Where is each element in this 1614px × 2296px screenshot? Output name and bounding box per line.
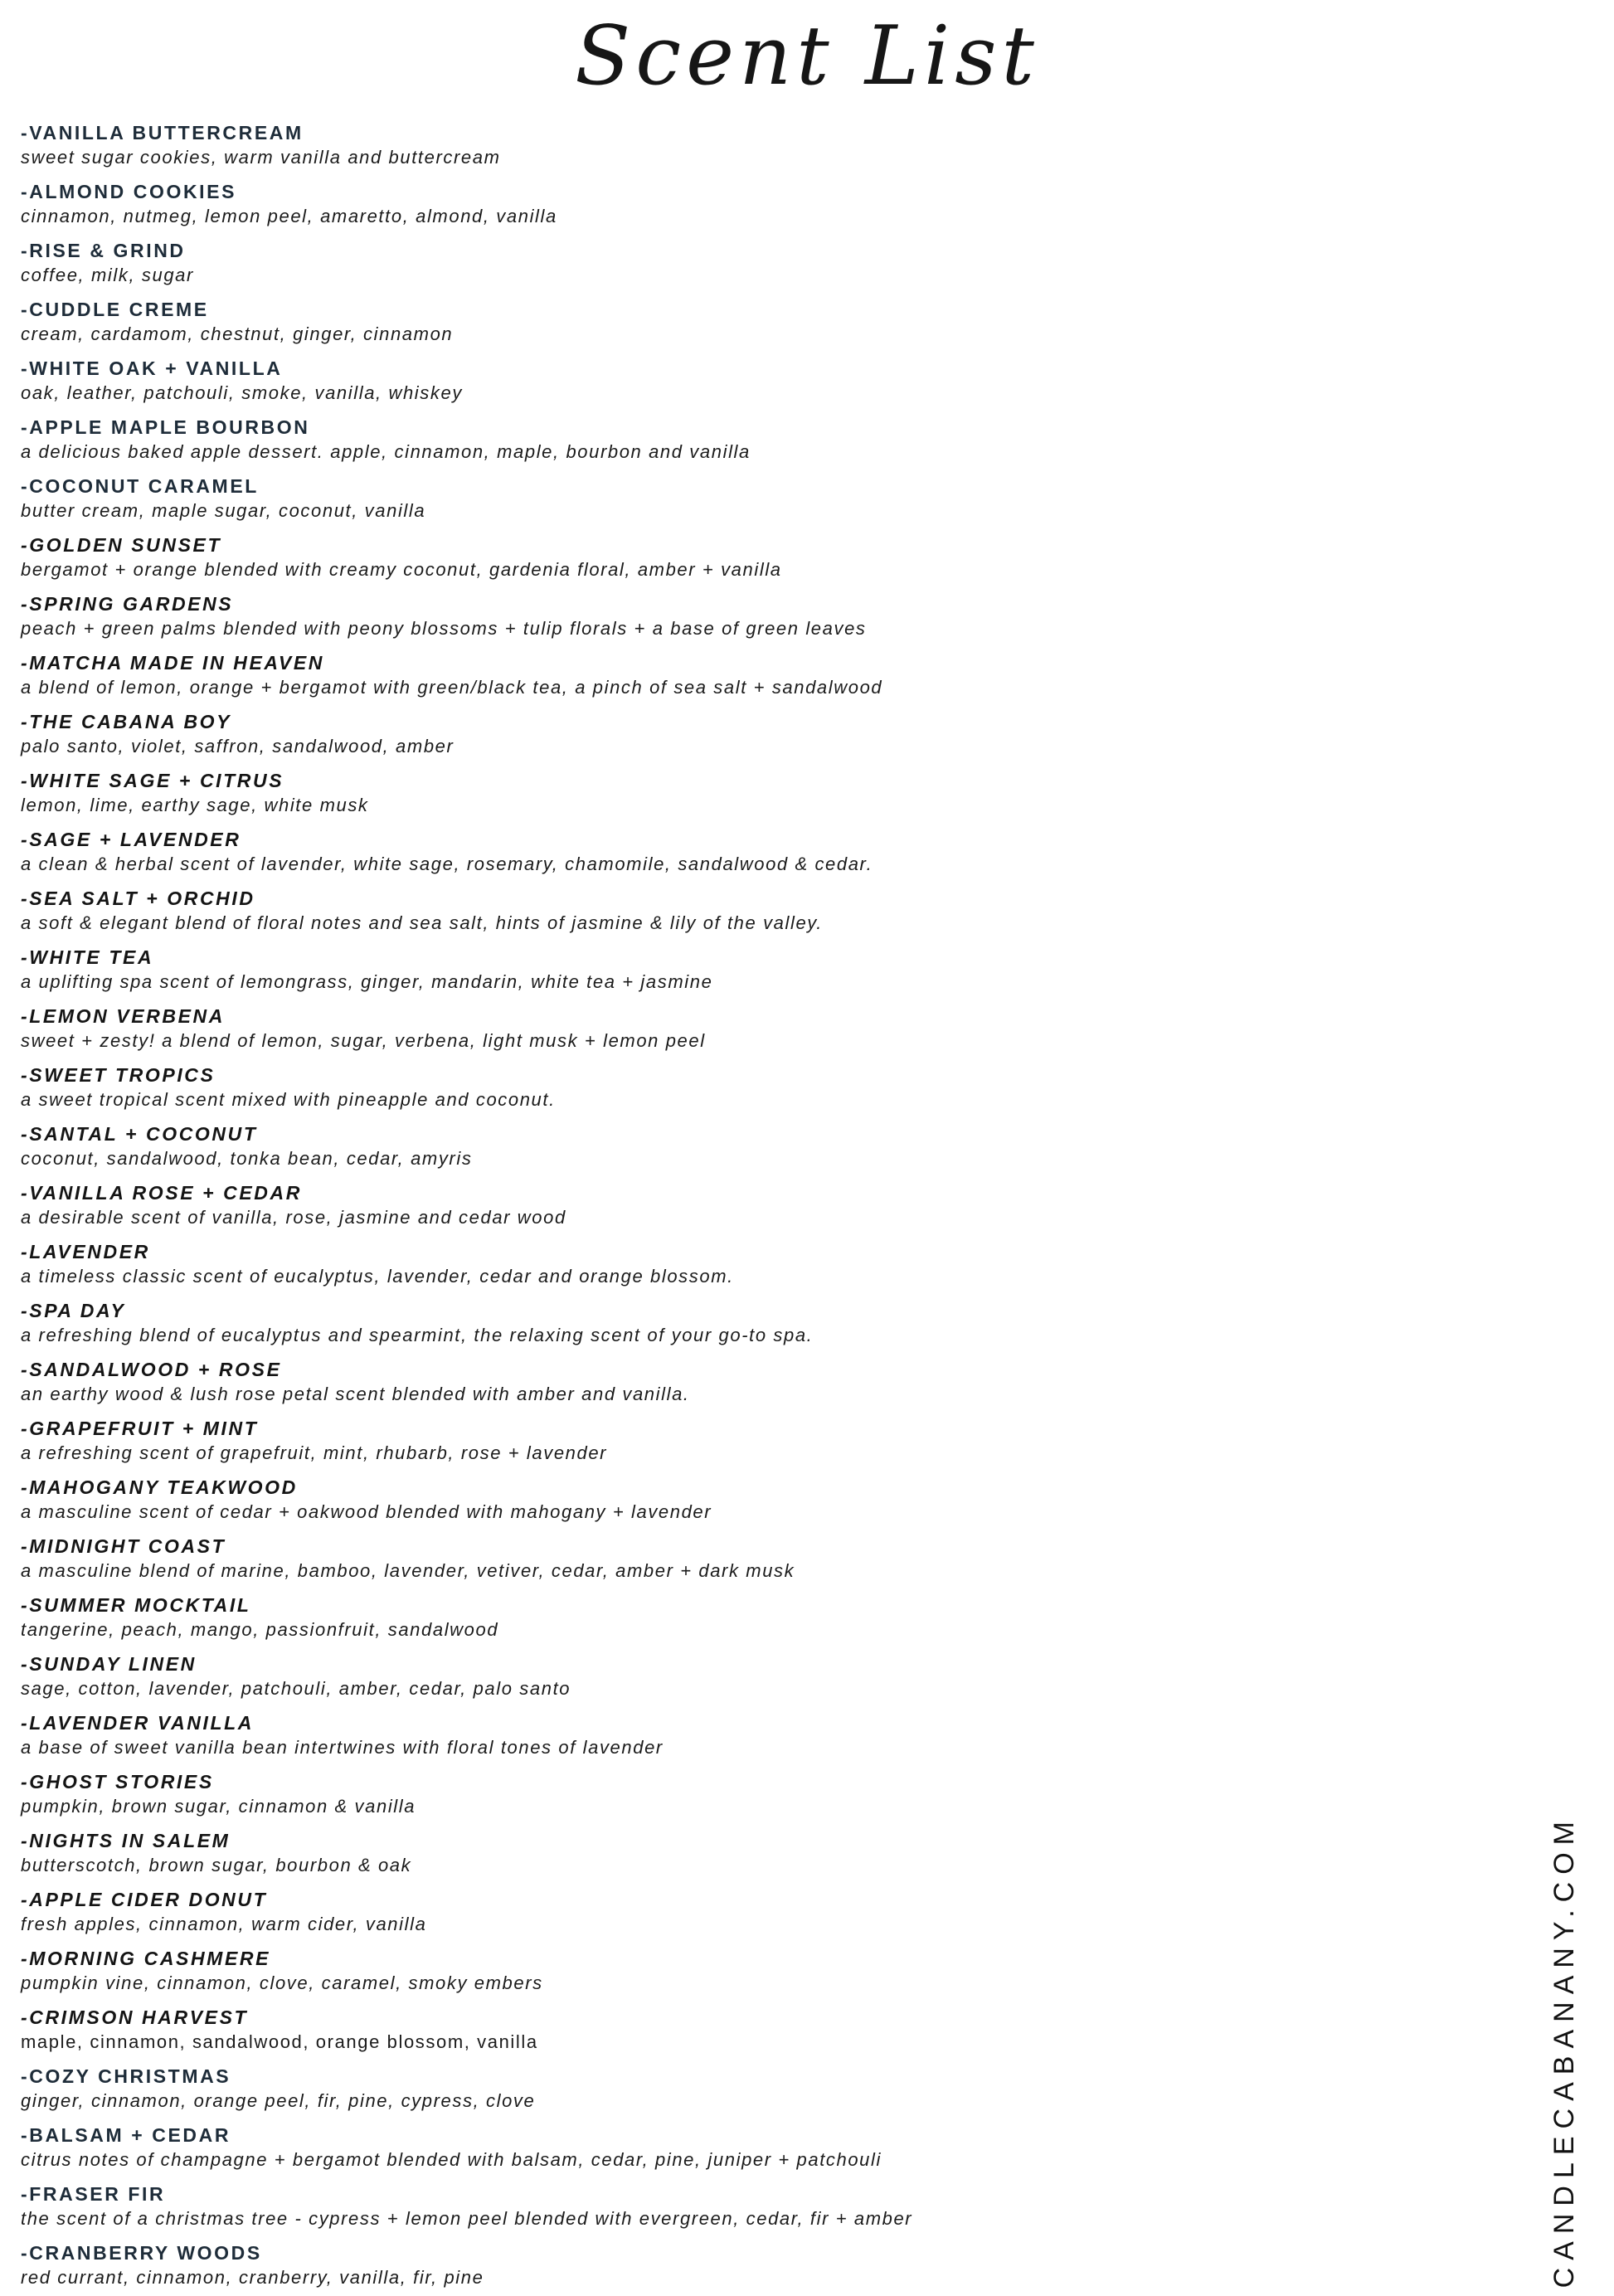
scent-name: -APPLE MAPLE BOURBON: [21, 416, 310, 438]
scent-description: a clean & herbal scent of lavender, white sage, rosemary, chamomile, sandalwood & cedar.: [21, 854, 873, 874]
scent-entry: [21, 121, 1514, 169]
scent-description: coconut, sandalwood, tonka bean, cedar, amyris: [21, 1148, 473, 1169]
scent-description: cinnamon, nutmeg, lemon peel, amaretto, almond, vanilla: [21, 206, 557, 226]
scent-description: a soft & elegant blend of floral notes and sea salt, hints of jasmine & lily of the valley.: [21, 912, 823, 933]
scent-description: a masculine blend of marine, bamboo, lavender, vetiver, cedar, amber + dark musk: [21, 1560, 795, 1581]
scent-entry: [21, 769, 1514, 817]
scent-name: -MIDNIGHT COAST: [21, 1535, 226, 1557]
scent-name: -SAGE + LAVENDER: [21, 829, 241, 850]
scent-name: -SPRING GARDENS: [21, 593, 234, 615]
scent-name: -LAVENDER VANILLA: [21, 1712, 255, 1734]
scent-entry: [21, 1122, 1514, 1170]
scent-name: -CRANBERRY WOODS: [21, 2242, 262, 2264]
scent-entry: [21, 1593, 1514, 1642]
scent-description: a refreshing blend of eucalyptus and spearmint, the relaxing scent of your go-to spa.: [21, 1325, 814, 1345]
scent-name: -NIGHTS IN SALEM: [21, 1830, 231, 1851]
scent-entry: [21, 1535, 1514, 1583]
scent-entry: [21, 1299, 1514, 1347]
scent-entry: [21, 2006, 1514, 2054]
scent-name: -SUNDAY LINEN: [21, 1653, 197, 1675]
scent-entry: [21, 887, 1514, 935]
scent-description: lemon, lime, earthy sage, white musk: [21, 795, 369, 815]
scent-name: -SEA SALT + ORCHID: [21, 888, 255, 909]
scent-name: -BALSAM + CEDAR: [21, 2124, 231, 2146]
scent-name: -APPLE CIDER DONUT: [21, 1889, 268, 1910]
scent-description: cream, cardamom, chestnut, ginger, cinnamon: [21, 323, 454, 344]
scent-entry: [21, 416, 1514, 464]
scent-entry: [21, 1888, 1514, 1936]
scent-description: a sweet tropical scent mixed with pineapple and coconut.: [21, 1089, 556, 1110]
scent-name: -CRIMSON HARVEST: [21, 2007, 249, 2028]
scent-description: a desirable scent of vanilla, rose, jasmine and cedar wood: [21, 1207, 566, 1228]
scent-name: -WHITE TEA: [21, 946, 154, 968]
scent-entry: [21, 1417, 1514, 1465]
scent-entry: [21, 239, 1514, 287]
scent-name: -WHITE OAK + VANILLA: [21, 358, 283, 379]
scent-list: [21, 121, 1514, 2296]
scent-entry: [21, 1358, 1514, 1406]
page-title: Scent List: [575, 9, 1039, 104]
scent-name: -MAHOGANY TEAKWOOD: [21, 1476, 298, 1498]
scent-name: -COCONUT CARAMEL: [21, 475, 259, 497]
scent-name: -SUMMER MOCKTAIL: [21, 1594, 251, 1616]
scent-description: pumpkin, brown sugar, cinnamon & vanilla: [21, 1796, 416, 1817]
scent-entry: [21, 1829, 1514, 1877]
scent-description: fresh apples, cinnamon, warm cider, vanilla: [21, 1914, 427, 1934]
scent-entry: [21, 1947, 1514, 1995]
scent-name: -SANTAL + COCONUT: [21, 1123, 258, 1145]
scent-description: a masculine scent of cedar + oakwood blended with mahogany + lavender: [21, 1501, 712, 1522]
scent-description: a refreshing scent of grapefruit, mint, rhubarb, rose + lavender: [21, 1442, 608, 1463]
scent-entry: [21, 710, 1514, 758]
scent-description: red currant, cinnamon, cranberry, vanilla, fir, pine: [21, 2267, 484, 2288]
scent-description: a blend of lemon, orange + bergamot with green/black tea, a pinch of sea salt + sandalwood: [21, 677, 883, 698]
website-url-vertical: CANDLECABANANY.COM: [1548, 1813, 1580, 2288]
scent-name: -SANDALWOOD + ROSE: [21, 1359, 282, 1380]
scent-name: -GHOST STORIES: [21, 1771, 214, 1793]
scent-name: -WHITE SAGE + CITRUS: [21, 770, 284, 791]
scent-description: pumpkin vine, cinnamon, clove, caramel, smoky embers: [21, 1973, 543, 1993]
scent-entry: [21, 592, 1514, 640]
scent-entry: [21, 651, 1514, 699]
scent-description: butter cream, maple sugar, coconut, vanilla: [21, 500, 426, 521]
scent-name: -GOLDEN SUNSET: [21, 534, 222, 556]
scent-entry: [21, 946, 1514, 994]
scent-description: maple, cinnamon, sandalwood, orange blossom, vanilla: [21, 2031, 538, 2052]
scent-description: a base of sweet vanilla bean intertwines with floral tones of lavender: [21, 1737, 664, 1758]
scent-entry: [21, 1181, 1514, 1229]
scent-description: a delicious baked apple dessert. apple, cinnamon, maple, bourbon and vanilla: [21, 441, 751, 462]
scent-description: the scent of a christmas tree - cypress + lemon peel blended with evergreen, cedar, fir + amber: [21, 2208, 913, 2229]
scent-entry: [21, 474, 1514, 523]
scent-description: sweet + zesty! a blend of lemon, sugar, verbena, light musk + lemon peel: [21, 1030, 706, 1051]
scent-description: coffee, milk, sugar: [21, 265, 194, 285]
scent-name: -SWEET TROPICS: [21, 1064, 216, 1086]
scent-entry: [21, 2241, 1514, 2289]
scent-entry: [21, 298, 1514, 346]
scent-entry: [21, 1652, 1514, 1700]
scent-name: -COZY CHRISTMAS: [21, 2065, 231, 2087]
scent-entry: [21, 1711, 1514, 1759]
scent-description: butterscotch, brown sugar, bourbon & oak: [21, 1855, 412, 1875]
scent-description: sage, cotton, lavender, patchouli, amber, cedar, palo santo: [21, 1678, 571, 1699]
scent-description: a timeless classic scent of eucalyptus, lavender, cedar and orange blossom.: [21, 1266, 734, 1287]
scent-description: a uplifting spa scent of lemongrass, ginger, mandarin, white tea + jasmine: [21, 971, 713, 992]
scent-entry: [21, 533, 1514, 581]
scent-name: -LAVENDER: [21, 1241, 150, 1262]
scent-name: -GRAPEFRUIT + MINT: [21, 1418, 259, 1439]
scent-entry: [21, 1476, 1514, 1524]
scent-description: citrus notes of champagne + bergamot blended with balsam, cedar, pine, juniper + patchouli: [21, 2149, 882, 2170]
scent-name: -RISE & GRIND: [21, 240, 186, 261]
scent-name: -VANILLA BUTTERCREAM: [21, 122, 304, 144]
scent-entry: [21, 1240, 1514, 1288]
scent-entry: [21, 2065, 1514, 2113]
scent-entry: [21, 2182, 1514, 2230]
scent-entry: [21, 1770, 1514, 1818]
scent-description: bergamot + orange blended with creamy coconut, gardenia floral, amber + vanilla: [21, 559, 782, 580]
scent-entry: [21, 2123, 1514, 2172]
scent-entry: [21, 1063, 1514, 1112]
scent-entry: [21, 357, 1514, 405]
scent-entry: [21, 180, 1514, 228]
scent-name: -VANILLA ROSE + CEDAR: [21, 1182, 302, 1204]
scent-description: ginger, cinnamon, orange peel, fir, pine, cypress, clove: [21, 2090, 536, 2111]
scent-name: -THE CABANA BOY: [21, 711, 232, 732]
scent-description: peach + green palms blended with peony blossoms + tulip florals + a base of green leaves: [21, 618, 867, 639]
scent-name: -CUDDLE CREME: [21, 299, 209, 320]
scent-name: -MATCHA MADE IN HEAVEN: [21, 652, 324, 674]
scent-name: -FRASER FIR: [21, 2183, 166, 2205]
scent-name: -LEMON VERBENA: [21, 1005, 225, 1027]
scent-name: -MORNING CASHMERE: [21, 1948, 271, 1969]
scent-entry: [21, 828, 1514, 876]
scent-description: sweet sugar cookies, warm vanilla and buttercream: [21, 147, 501, 168]
scent-description: an earthy wood & lush rose petal scent blended with amber and vanilla.: [21, 1384, 690, 1404]
scent-description: tangerine, peach, mango, passionfruit, sandalwood: [21, 1619, 499, 1640]
scent-name: -ALMOND COOKIES: [21, 181, 237, 202]
scent-name: -SPA DAY: [21, 1300, 126, 1321]
scent-description: oak, leather, patchouli, smoke, vanilla, whiskey: [21, 382, 463, 403]
scent-description: palo santo, violet, saffron, sandalwood, amber: [21, 736, 455, 756]
scent-entry: [21, 1004, 1514, 1053]
